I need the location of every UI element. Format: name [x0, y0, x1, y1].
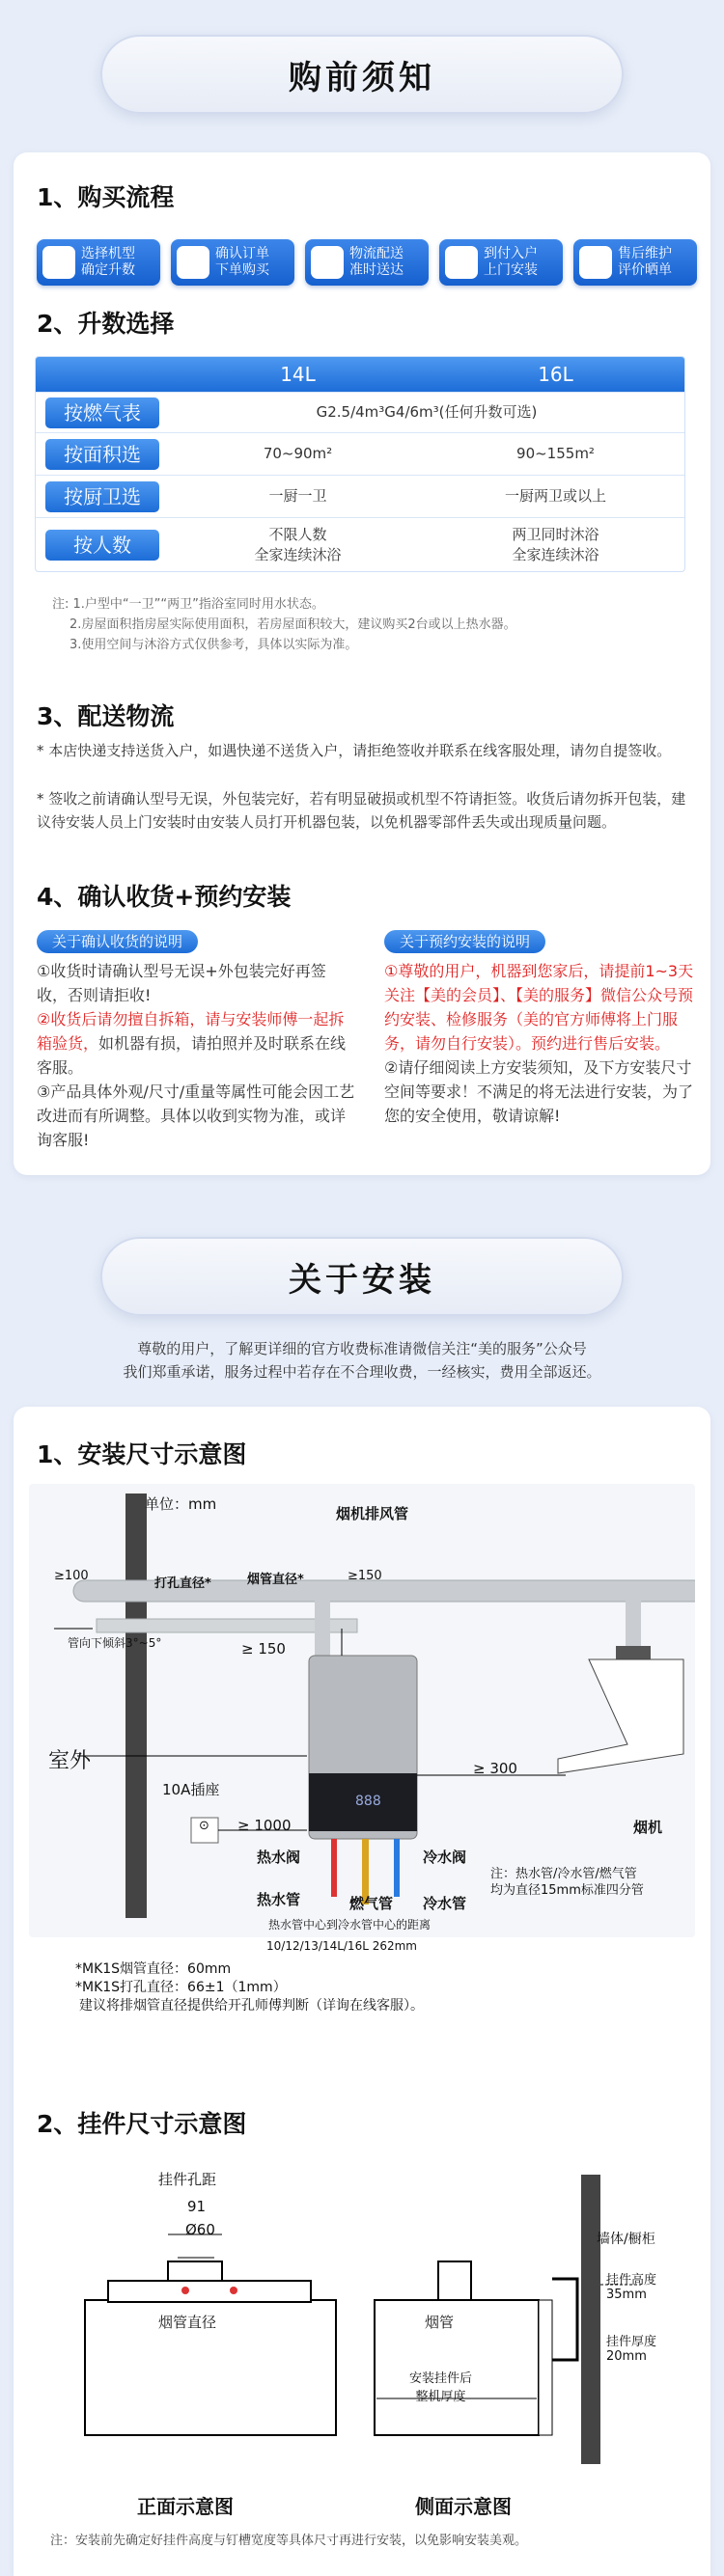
hang-thickness-label: 挂件厚度 20mm — [606, 2335, 657, 2364]
step-service: 售后维护 评价晒单 — [573, 239, 697, 286]
install-heading: 1、安装尺寸示意图 — [37, 1440, 247, 1468]
flue-label: 烟管直径* — [247, 1573, 304, 1587]
hang-height-label: 挂件高度 35mm — [606, 2273, 657, 2302]
cart-icon — [177, 246, 209, 279]
pipe-note: 注：热水管/冷水管/燃气管 均为直径15mm标准四分管 — [490, 1867, 644, 1898]
delivery-text-1: * 本店快递支持送货入户，如遇快递不送货入户，请拒绝签收并联系在线客服处理，请勿自提签收。 — [37, 742, 672, 759]
confirm-heading: 4、确认收货+预约安装 — [37, 883, 292, 911]
socket-label: 10A插座 — [162, 1781, 220, 1798]
truck-icon — [311, 246, 344, 279]
step-order: 确认订单 下单购买 — [171, 239, 294, 286]
dim-100: ≥100 — [54, 1569, 89, 1583]
install-diagram — [29, 1484, 695, 1937]
front-view-label: 正面示意图 — [137, 2495, 234, 2518]
install-intro: 尊敬的用户，了解更详细的官方收费标准请微信关注“美的服务”公众号 我们郑重承诺，服务过程中若存在不合理收费，一经核实，费用全部返还。 — [123, 1340, 601, 1381]
gas-pipe-label: 燃气管 — [349, 1895, 394, 1912]
delivery-text-2: * 签收之前请确认型号无误，外包装完好，若有明显破损或机型不符请拒签。收货后请勿拆开包装，建议待安装人员上门安装时由安装人员打开机器包装，以免机器零部件丢失或出现质量问题。 — [37, 790, 686, 831]
dim-1000: ≥ 1000 — [237, 1817, 292, 1834]
table-cell: 两卫同时沐浴 全家连续沐浴 — [512, 525, 599, 563]
row-label: 按人数 — [45, 530, 159, 561]
table-row — [36, 475, 684, 517]
table-row — [36, 432, 684, 475]
drill-label: 打孔直径* — [154, 1576, 211, 1591]
delivery-heading: 3、配送物流 — [37, 702, 175, 730]
section-title-install: 关于安装 — [100, 1237, 624, 1316]
dim-91: 91 — [187, 2198, 207, 2215]
install-card — [14, 1407, 710, 2576]
center-distance: 热水管中心到冷水管中心的距离 — [268, 1918, 432, 1932]
install-after-label: 安装挂件后 整机厚度 — [409, 2371, 473, 2404]
row-label: 按面积选 — [45, 439, 159, 470]
cold-pipe-label: 冷水管 — [423, 1895, 467, 1912]
col-16l: 16L — [538, 363, 573, 386]
dim-150: ≥150 — [348, 1569, 382, 1583]
receipt-text: ①收货时请确认型号无误+外包装完好再签收，否则请拒收! ②收货后请勿擅自拆箱，请与安装师傅一起拆箱验货，如机器有损，请拍照并及时联系在线客服。 ③产品具体外观/尺寸/重量等属性可能会因工艺改进而有所调整。具体以收到实物为准，或详询客服! — [37, 962, 355, 1149]
cold-valve-label: 冷水阀 — [423, 1849, 467, 1866]
table-cell: 不限人数 全家连续沐浴 — [254, 525, 342, 563]
wrench-icon — [445, 246, 478, 279]
table-header — [36, 357, 684, 392]
flue-label-side: 烟管 — [425, 2314, 455, 2331]
row-label: 按燃气表 — [45, 397, 159, 428]
socket-icon: ⊙ — [199, 1819, 209, 1833]
flue-dia-label: 烟管直径 — [158, 2314, 217, 2331]
purchase-card — [14, 152, 710, 1175]
table-cell: G2.5/4m³G4/6m³(任何升数可选) — [316, 403, 538, 421]
appointment-text: ①尊敬的用户，机器到您家后，请提前1~3天关注【美的会员】、【美的服务】微信公众号预约安装、检修服务（美的官方师傅将上门服务，请勿自行安装）。预约进行售后安装。 ②请仔细阅读上方安装须知，及下方安装尺寸空间等要求！不满足的将无法进行安装，为了您的安全使用，敬请谅解! — [384, 962, 694, 1125]
table-row — [36, 517, 684, 571]
select-icon — [42, 246, 75, 279]
step-delivery: 物流配送 准时送达 — [305, 239, 429, 286]
step-select: 选择机型 确定升数 — [37, 239, 160, 286]
upgrade-table — [35, 356, 685, 572]
row-label: 按厨卫选 — [45, 481, 159, 512]
col-14l: 14L — [280, 363, 316, 386]
dim-60: Ø60 — [185, 2221, 215, 2238]
bracket-drawing — [23, 2157, 699, 2476]
upgrade-heading: 2、升数选择 — [37, 310, 175, 338]
step-install: 到付入户 上门安装 — [439, 239, 563, 286]
hood-label: 烟机 — [633, 1819, 663, 1836]
center-values: 10/12/13/14L/16L 262mm — [266, 1939, 417, 1953]
table-cell: 90~155m² — [516, 445, 595, 462]
side-view-label: 侧面示意图 — [415, 2495, 512, 2518]
exhaust-label: 烟机排风管 — [336, 1505, 409, 1522]
outdoor-label: 室外 — [48, 1749, 92, 1773]
dim-150b: ≥ 150 — [241, 1640, 286, 1658]
display-readout: 888 — [355, 1794, 381, 1809]
appointment-tag: 关于预约安装的说明 — [384, 930, 545, 953]
receipt-tag: 关于确认收货的说明 — [37, 930, 198, 953]
wall-label: 墙体/橱柜 — [597, 2232, 655, 2247]
dim-300: ≥ 300 — [473, 1760, 517, 1777]
section-title-purchase: 购前须知 — [100, 35, 624, 114]
bracket-heading: 2、挂件尺寸示意图 — [37, 2110, 247, 2138]
purchase-heading: 1、购买流程 — [37, 183, 175, 211]
service-icon — [579, 246, 612, 279]
table-cell: 一厨一卫 — [268, 487, 327, 505]
unit-label: 单位：mm — [145, 1495, 217, 1513]
bracket-note: 注：安装前先确定好挂件高度与钉槽宽度等具体尺寸再进行安装，以免影响安装美观。 — [50, 2534, 528, 2548]
hole-distance-label: 挂件孔距 — [158, 2171, 217, 2188]
hot-pipe-label: 热水管 — [257, 1891, 301, 1908]
upgrade-note: 注: 1.户型中“一卫”“两卫”指浴室同时用水状态。 2.房屋面积指房屋实际使用面积，若房屋面积较大，建议购买2台或以上热水器。 3.使用空间与沐浴方式仅供参考，具体以实际为准。 — [52, 597, 516, 652]
table-cell: 70~90m² — [263, 445, 333, 462]
slope-label: 管向下倾斜3°~5° — [68, 1636, 162, 1650]
hot-valve-label: 热水阀 — [257, 1849, 301, 1866]
install-footnote: *MK1S烟管直径：60mm *MK1S打孔直径：66±1（1mm） 建议将排烟管直径提供给开孔师傅判断（详询在线客服）。 — [75, 1961, 424, 2014]
table-row — [36, 392, 684, 432]
table-cell: 一厨两卫或以上 — [504, 487, 606, 505]
